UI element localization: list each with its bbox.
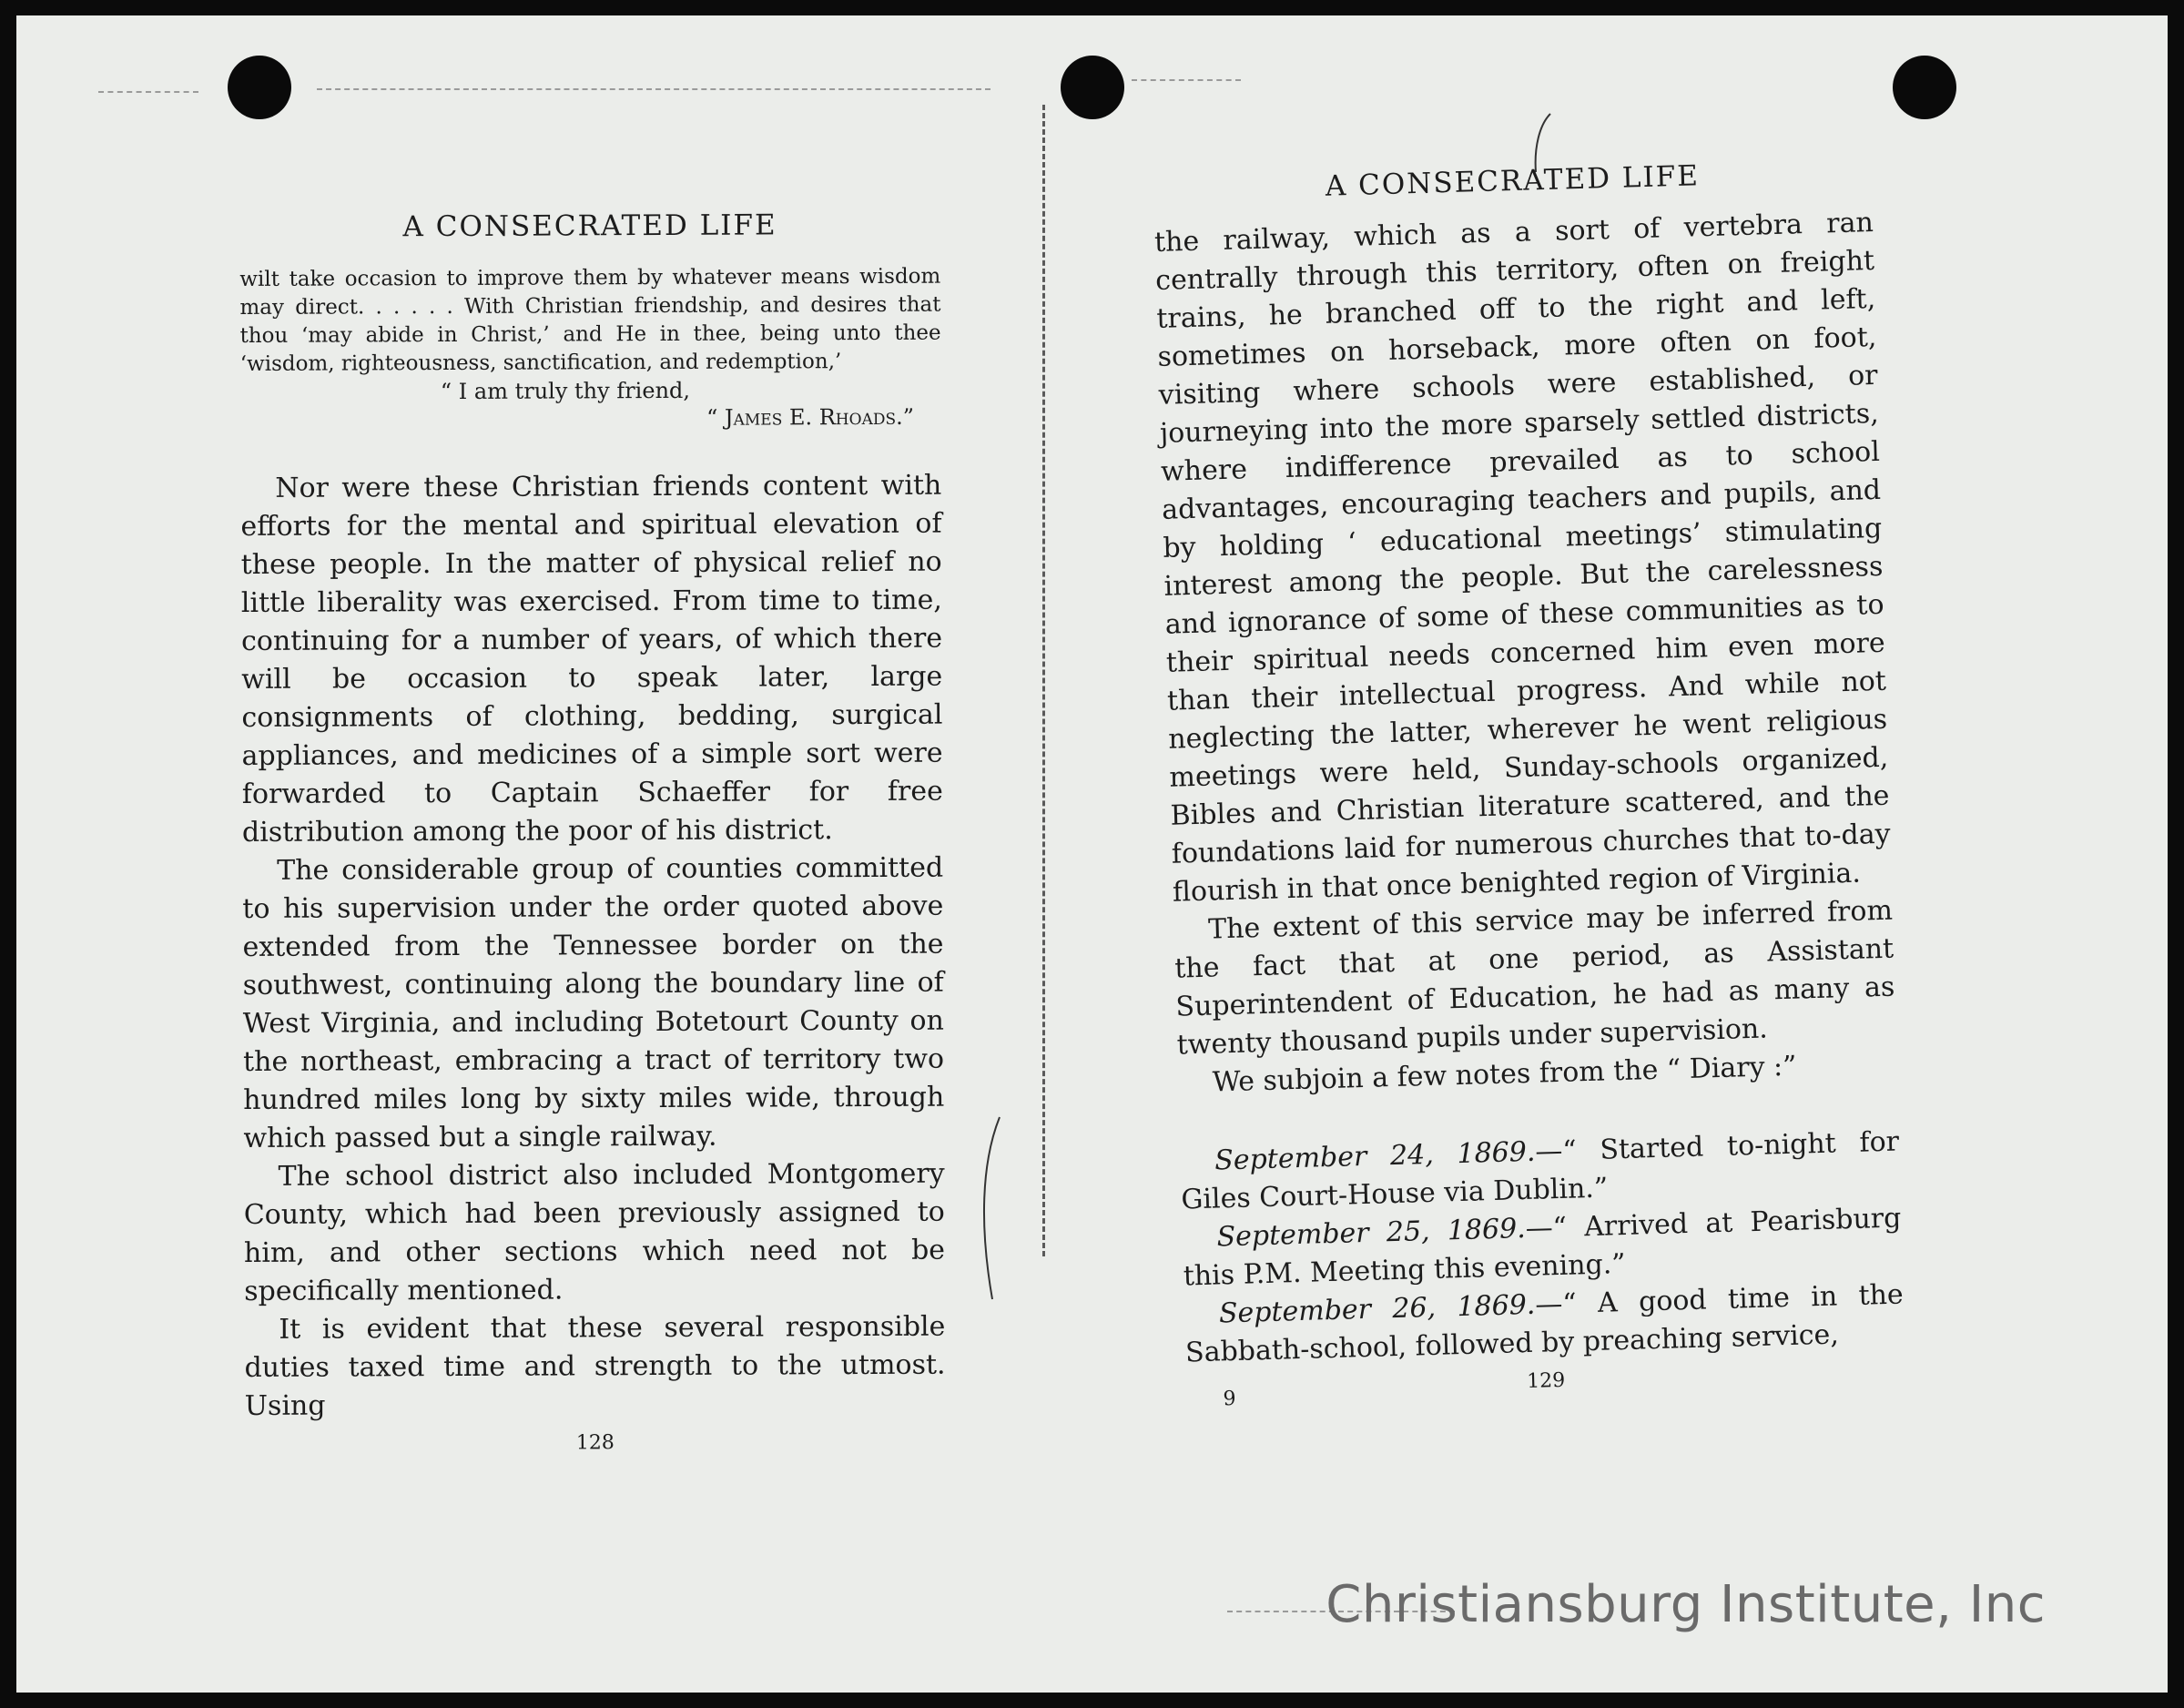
watermark: Christiansburg Institute, Inc <box>1326 1575 2046 1634</box>
edge-mark <box>1132 79 1241 81</box>
diary-text: —“ Arrived at Pearisburg this P.M. Meeting this evening.” <box>1183 1202 1902 1293</box>
punch-hole-left <box>228 56 291 119</box>
right-page <box>1153 155 1906 1417</box>
page-number: 129 <box>1526 1368 1566 1394</box>
paragraph: We subjoin a few notes from the “ Diary :” <box>1212 1050 1797 1099</box>
paragraph: Nor were these Christian friends content with efforts for the mental and spiritual elevation of these people. In the matter of physical relief no little liberality was exercised. From time to time, continuing for a number of years, of which there will be occasion to speak later, large consignments of clothing, bedding, surgical appliances, and medicines of a simple sort were forwarded to Captain Schaeffer for free distribution among the poor of his district. <box>240 469 943 849</box>
edge-mark <box>98 91 198 93</box>
diary-text: —“ Started to-night for Giles Court-House via Dublin.” <box>1180 1125 1900 1216</box>
left-running-head: A CONSECRATED LIFE <box>402 208 777 244</box>
right-running-head: A CONSECRATED LIFE <box>1325 159 1701 203</box>
page-number: 128 <box>575 1431 615 1455</box>
diary-date: September 26, 1869. <box>1218 1288 1536 1330</box>
punch-hole-right <box>1893 56 1956 119</box>
letter-sign-off: “ I am truly thy friend, <box>440 377 691 405</box>
pencil-mark <box>972 1099 1009 1317</box>
paragraph: It is evident that these several responsible duties taxed time and strength to the utmost. Using <box>244 1310 946 1422</box>
left-page <box>239 208 946 1456</box>
letter-signature: “ James E. Rhoads.” <box>706 403 915 431</box>
paragraph: the railway, which as a sort of vertebra ran centrally through this territory, often on freight trains, he branched off to the right and left, sometimes on horseback, more often on foot, visiting where schools were established, or journeying into the more sparsely settled districts, where indifference prevailed as to school advantages, encouraging teachers and pupils, and by holding ‘ educational meetings’ stimulating interest among the people. But the carelessness and ignorance of some of these communities as to their spiritual needs concerned him even more than their intellectual progress. And while not neglecting the latter, wherever he went religious meetings were held, Sunday-schools organized, Bibles and Christian literature scattered, and the foundations laid for numerous churches that to-day flourish in that once benighted region of Virginia. <box>1153 206 1892 909</box>
diary-entries <box>1180 1123 1905 1373</box>
paragraph: The extent of this service may be inferred from the fact that at one period, as Assistant Superintendent of Education, he had as many as twenty thousand pupils under supervision. <box>1173 894 1895 1062</box>
diary-date: September 24, 1869. <box>1214 1135 1536 1177</box>
signature-mark: 9 <box>1223 1387 1236 1411</box>
edge-mark <box>317 88 990 90</box>
quoted-letter: wilt take occasion to improve them by whatever means wisdom may direct. . . . . . With Christian friendship, and desires that thou ‘may abide in Christ,’ and He in thee, being unto thee ‘wisdom, righteousness, sanctification, and redemption,’ <box>239 264 941 376</box>
diary-date: September 25, 1869. <box>1216 1213 1527 1254</box>
binding-fold-line <box>1042 105 1045 1256</box>
punch-hole-center <box>1061 56 1124 119</box>
paragraph: The school district also included Montgomery County, which had been previously assigned to him, and other sections which need not be specifically mentioned. <box>243 1157 946 1307</box>
scanned-sheet <box>16 15 2168 1693</box>
paragraph: The considerable group of counties committed to his supervision under the order quoted above extended from the Tennessee border on the southwest, continuing along the boundary line of West Virginia, and including Botetourt County on the northeast, embracing a tract of territory two hundred miles long by sixty miles wide, through which passed but a single railway. <box>242 851 945 1154</box>
diary-text: —“ A good time in the Sabbath-school, followed by preaching service, <box>1184 1278 1905 1369</box>
